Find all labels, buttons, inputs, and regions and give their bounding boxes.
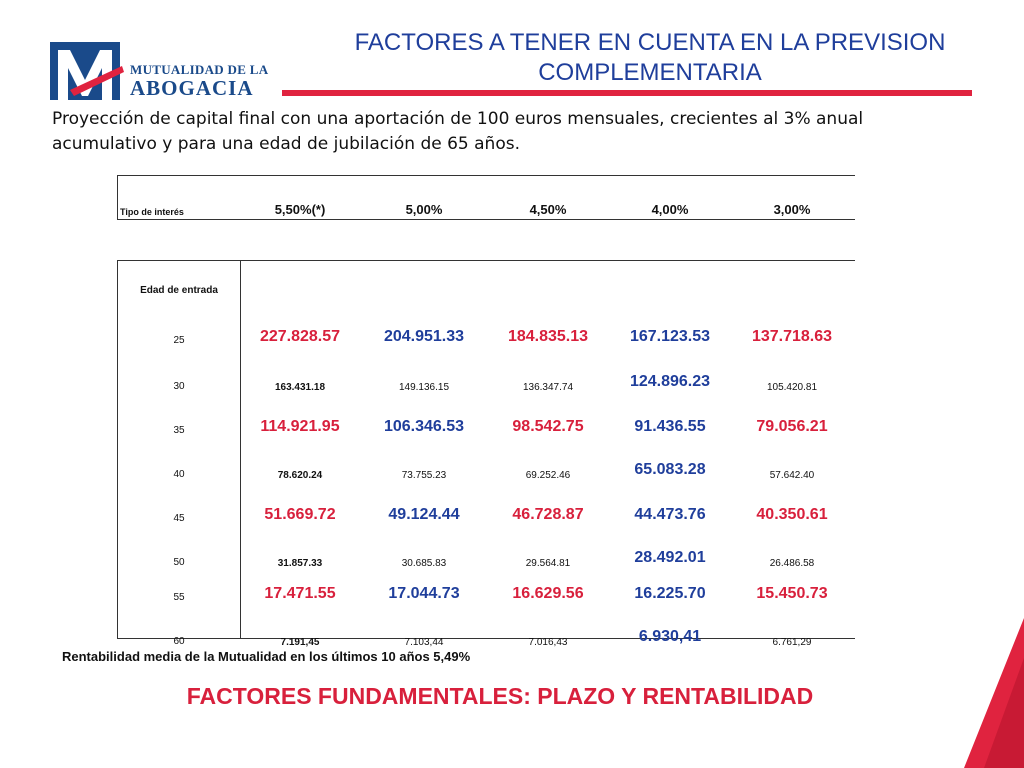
capital-value-cell: 136.347.74 bbox=[522, 382, 574, 393]
title-underline bbox=[282, 90, 972, 96]
capital-value-cell: 98.542.75 bbox=[512, 418, 584, 435]
capital-value-cell: 79.056.21 bbox=[756, 418, 828, 435]
corner-decoration bbox=[964, 618, 1024, 768]
entry-age-cell: 30 bbox=[173, 381, 185, 392]
entry-age-cell: 50 bbox=[173, 557, 185, 568]
capital-value-cell: 49.124.44 bbox=[388, 506, 460, 523]
capital-value-cell: 6.761,29 bbox=[772, 637, 812, 648]
logo-mark-icon bbox=[50, 40, 130, 102]
capital-value-cell: 7.016,43 bbox=[528, 637, 568, 648]
capital-value-cell: 69.252.46 bbox=[525, 470, 571, 481]
conclusion-heading: FACTORES FUNDAMENTALES: PLAZO Y RENTABILIDAD bbox=[186, 683, 814, 709]
entry-age-label: Edad de entrada bbox=[140, 285, 218, 296]
capital-value-cell: 105.420.81 bbox=[766, 382, 818, 393]
capital-value-cell: 91.436.55 bbox=[634, 418, 706, 435]
capital-value-cell: 106.346.53 bbox=[383, 418, 465, 435]
capital-value-cell: 31.857.33 bbox=[277, 558, 323, 569]
capital-value-cell: 78.620.24 bbox=[277, 470, 323, 481]
entry-age-cell: 60 bbox=[173, 636, 185, 647]
capital-table bbox=[117, 260, 855, 648]
rate-header-cell: 4,50% bbox=[529, 202, 567, 217]
capital-value-cell: 6.930,41 bbox=[638, 628, 702, 645]
footnote: Rentabilidad media de la Mutualidad en los últimos 10 años 5,49% bbox=[62, 649, 471, 664]
capital-value-cell: 46.728.87 bbox=[512, 506, 584, 523]
capital-value-cell: 28.492.01 bbox=[634, 549, 706, 566]
capital-value-cell: 51.669.72 bbox=[264, 506, 336, 523]
capital-value-cell: 7.103,44 bbox=[404, 637, 444, 648]
capital-value-cell: 65.083.28 bbox=[634, 461, 706, 478]
table-divider bbox=[240, 261, 241, 638]
capital-value-cell: 29.564.81 bbox=[525, 558, 571, 569]
entry-age-cell: 45 bbox=[173, 513, 185, 524]
capital-value-cell: 184.835.13 bbox=[507, 328, 589, 345]
capital-value-cell: 26.486.58 bbox=[769, 558, 815, 569]
page-title: FACTORES A TENER EN CUENTA EN LA PREVISION COMPLEMENTARIA bbox=[354, 29, 946, 86]
rate-header-cell: 5,50%(*) bbox=[274, 202, 326, 217]
capital-value-cell: 44.473.76 bbox=[634, 506, 706, 523]
capital-value-cell: 124.896.23 bbox=[629, 373, 711, 390]
capital-value-cell: 30.685.83 bbox=[401, 558, 447, 569]
entry-age-cell: 35 bbox=[173, 425, 185, 436]
capital-value-cell: 114.921.95 bbox=[260, 418, 340, 435]
capital-value-cell: 16.629.56 bbox=[512, 585, 584, 602]
capital-value-cell: 15.450.73 bbox=[756, 585, 828, 602]
rate-header-label: Tipo de interés bbox=[120, 207, 184, 217]
rate-header-cell: 5,00% bbox=[405, 202, 443, 217]
rate-header-row bbox=[117, 175, 855, 220]
capital-value-cell: 204.951.33 bbox=[383, 328, 465, 345]
capital-value-cell: 137.718.63 bbox=[751, 328, 833, 345]
capital-value-cell: 17.471.55 bbox=[264, 585, 336, 602]
capital-value-cell: 149.136.15 bbox=[398, 382, 450, 393]
capital-value-cell: 40.350.61 bbox=[756, 506, 828, 523]
capital-value-cell: 227.828.57 bbox=[259, 328, 341, 345]
capital-value-cell: 167.123.53 bbox=[629, 328, 711, 345]
entry-age-cell: 40 bbox=[173, 469, 185, 480]
logo bbox=[50, 40, 269, 102]
rate-header-cell: 3,00% bbox=[773, 202, 811, 217]
capital-value-cell: 73.755.23 bbox=[401, 470, 447, 481]
capital-value-cell: 17.044.73 bbox=[388, 585, 460, 602]
entry-age-cell: 25 bbox=[173, 335, 185, 346]
logo-text-line1: MUTUALIDAD DE LA bbox=[130, 62, 269, 77]
capital-value-cell: 16.225.70 bbox=[634, 585, 706, 602]
capital-value-cell: 163.431.18 bbox=[274, 382, 326, 393]
intro-text: Proyección de capital final con una aportación de 100 euros mensuales, crecientes al 3% anual acumulativo y para una edad de jubilación de 65 años. bbox=[52, 109, 864, 154]
rate-header-cell: 4,00% bbox=[651, 202, 689, 217]
capital-value-cell: 57.642.40 bbox=[769, 470, 815, 481]
capital-value-cell: 7.191,45 bbox=[280, 637, 320, 648]
entry-age-cell: 55 bbox=[173, 592, 185, 603]
logo-text-line2: ABOGACIA bbox=[130, 76, 254, 100]
